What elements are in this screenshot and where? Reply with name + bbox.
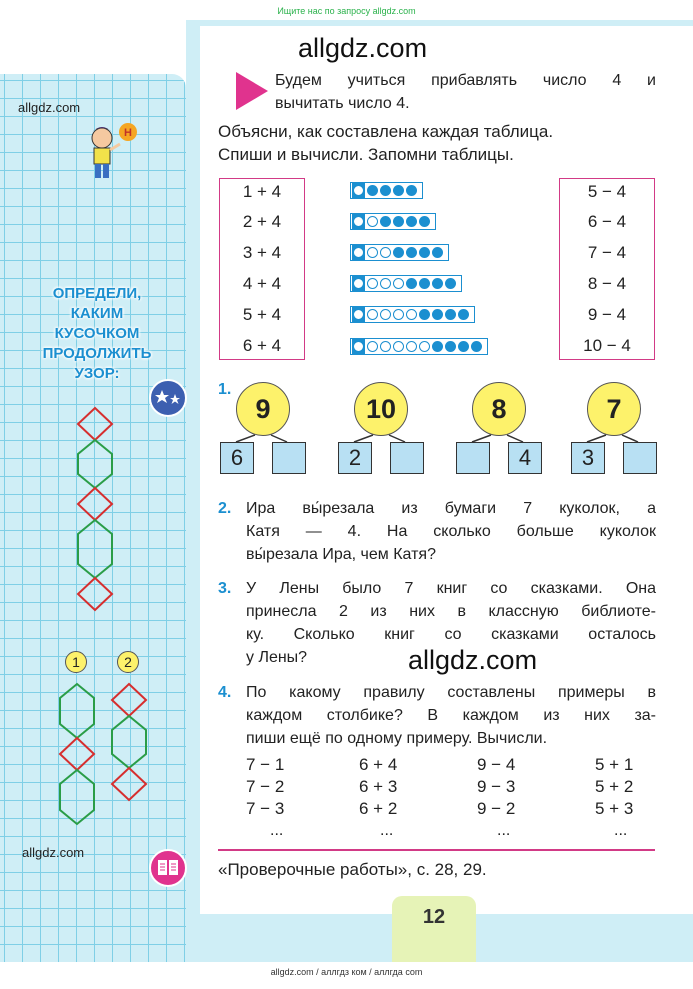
bead <box>353 216 364 227</box>
bead <box>393 247 404 258</box>
part-box[interactable]: 3 <box>571 442 605 474</box>
task-4-number: 4. <box>218 684 232 701</box>
subtraction-table-frame <box>559 178 655 360</box>
bead <box>380 247 391 258</box>
bead <box>353 341 364 352</box>
addition-row: 1 + 4 <box>242 182 282 201</box>
intro-line-1: Будем учиться прибавлять число 4 и <box>275 72 656 89</box>
column-1-ellipsis: ... <box>270 822 284 839</box>
bead <box>406 185 417 196</box>
subtraction-row: 9 − 4 <box>587 305 627 324</box>
task-3-line-4: у Лены? <box>246 649 308 666</box>
instruction-line-1: Объясни, как составлена каждая таблица. <box>218 122 554 141</box>
column-3-ellipsis: ... <box>497 822 511 839</box>
bead-row <box>350 338 488 355</box>
sum-circle: 10 <box>354 382 408 436</box>
subtraction-row: 7 − 4 <box>587 243 627 262</box>
bead <box>393 309 404 320</box>
bead-cell <box>352 276 365 291</box>
sum-circle: 9 <box>236 382 290 436</box>
pattern-sample <box>70 400 120 630</box>
column-4-ellipsis: ... <box>614 822 628 839</box>
helper-badge-letter: Н <box>124 127 132 139</box>
part-box[interactable]: 4 <box>508 442 542 474</box>
bead-cell <box>352 245 365 260</box>
bead <box>367 185 378 196</box>
bead <box>419 247 430 258</box>
part-box[interactable] <box>390 442 424 474</box>
bead <box>471 341 482 352</box>
task-3-line-2: принесла 2 из них в классную библиоте- <box>246 603 656 620</box>
bead <box>380 185 391 196</box>
task-4-line-2: каждом столбике? В каждом из них за- <box>246 707 656 724</box>
subtraction-row: 5 − 4 <box>587 182 627 201</box>
play-arrow-icon <box>234 70 270 112</box>
sum-circle: 7 <box>587 382 641 436</box>
pattern-option-1[interactable] <box>56 680 100 830</box>
bead <box>458 341 469 352</box>
bead <box>406 278 417 289</box>
page-number: 12 <box>422 906 446 928</box>
divider-line <box>218 849 655 851</box>
bead <box>458 309 469 320</box>
bead-row <box>350 244 449 261</box>
addition-row: 2 + 4 <box>242 212 282 231</box>
helper-character-icon <box>80 120 142 184</box>
bead-row <box>350 306 475 323</box>
bead-cell <box>352 214 365 229</box>
subtraction-row: 6 − 4 <box>587 212 627 231</box>
bead-cell <box>352 307 365 322</box>
bead <box>380 278 391 289</box>
book-icon <box>148 848 188 888</box>
part-box[interactable]: 2 <box>338 442 372 474</box>
bead <box>419 309 430 320</box>
bead <box>419 278 430 289</box>
bead <box>380 341 391 352</box>
bead <box>432 341 443 352</box>
task-4-line-3: пиши ещё по одному примеру. Вычисли. <box>246 730 548 747</box>
example-column-4: 5 + 1 5 + 2 5 + 3 <box>595 755 634 818</box>
bead <box>419 216 430 227</box>
example-column-3: 9 − 4 9 − 3 9 − 2 <box>477 755 516 818</box>
column-2-ellipsis: ... <box>380 822 394 839</box>
bead <box>380 309 391 320</box>
bead <box>367 309 378 320</box>
part-box[interactable] <box>272 442 306 474</box>
instruction-line-2: Спиши и вычисли. Запомни таблицы. <box>218 145 514 164</box>
bead <box>406 216 417 227</box>
bead-cell <box>352 183 365 198</box>
subtraction-row: 8 − 4 <box>587 274 627 293</box>
task-1-number: 1. <box>218 381 232 398</box>
bead <box>367 278 378 289</box>
bead <box>353 278 364 289</box>
task-2-line-3: вы́резала Ира, чем Катя? <box>246 546 436 563</box>
bead <box>393 278 404 289</box>
sum-circle: 8 <box>472 382 526 436</box>
bead <box>432 247 443 258</box>
watermark-top: allgdz.com <box>298 33 428 63</box>
bead <box>393 185 404 196</box>
part-box[interactable] <box>456 442 490 474</box>
intro-line-2: вычитать число 4. <box>275 95 410 112</box>
bead-row <box>350 182 423 199</box>
example-column-1: 7 − 1 7 − 2 7 − 3 <box>246 755 285 818</box>
bead <box>445 309 456 320</box>
addition-table-frame <box>219 178 305 360</box>
pattern-option-2[interactable] <box>108 680 152 810</box>
helper-title: ОПРЕДЕЛИ, КАКИМ КУСОЧКОМ ПРОДОЛЖИТЬ УЗОР: <box>42 285 152 382</box>
option-2-label: 2 <box>117 651 139 673</box>
option-1-label: 1 <box>65 651 87 673</box>
bead <box>353 309 364 320</box>
subtraction-row: 10 − 4 <box>583 336 631 355</box>
bottom-note: allgdz.com / аллгдз ком / аллгда com <box>270 967 423 977</box>
part-box[interactable] <box>623 442 657 474</box>
bead <box>367 247 378 258</box>
watermark-left-top: allgdz.com <box>18 100 81 115</box>
watermark-left-bottom: allgdz.com <box>22 845 85 860</box>
bead <box>367 216 378 227</box>
bead-row <box>350 275 462 292</box>
stars-icon <box>148 378 188 418</box>
bead <box>353 185 364 196</box>
task-3-line-1: У Лены было 7 книг со сказками. Она <box>246 580 656 597</box>
addition-row: 5 + 4 <box>242 305 282 324</box>
bead <box>419 341 430 352</box>
bead <box>380 216 391 227</box>
addition-row: 4 + 4 <box>242 274 282 293</box>
task-3-number: 3. <box>218 580 232 597</box>
part-box[interactable]: 6 <box>220 442 254 474</box>
bead <box>353 247 364 258</box>
bead <box>445 341 456 352</box>
addition-row: 3 + 4 <box>242 243 282 262</box>
bead <box>393 341 404 352</box>
bead-row <box>350 213 436 230</box>
task-2-line-2: Катя — 4. На сколько больше куколок <box>246 523 656 540</box>
task-4-line-1: По какому правилу составлены примеры в <box>246 684 656 701</box>
task-3-line-3: ку. Сколько книг со сказками осталось <box>246 626 656 643</box>
addition-row: 6 + 4 <box>242 336 282 355</box>
bead <box>406 247 417 258</box>
bead <box>406 309 417 320</box>
bead <box>367 341 378 352</box>
bead-cell <box>352 339 365 354</box>
task-2-number: 2. <box>218 500 232 517</box>
reference-text: «Проверочные работы», с. 28, 29. <box>218 860 487 879</box>
task-2-line-1: Ира вы́резала из бумаги 7 куколок, а <box>246 500 656 517</box>
top-note: Ищите нас по запросу allgdz.com <box>277 6 416 16</box>
example-column-2: 6 + 4 6 + 3 6 + 2 <box>359 755 398 818</box>
bead <box>406 341 417 352</box>
watermark-middle: allgdz.com <box>408 645 538 675</box>
bead <box>393 216 404 227</box>
bead <box>432 309 443 320</box>
bead <box>432 278 443 289</box>
bead <box>445 278 456 289</box>
